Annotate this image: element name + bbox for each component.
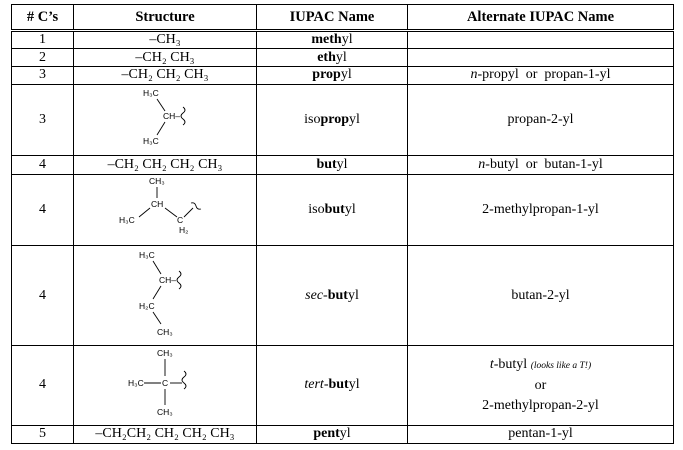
alt-or: or bbox=[534, 377, 547, 393]
struct-label: C bbox=[177, 215, 184, 226]
iupac-name bbox=[257, 174, 408, 245]
iupac-stem: but bbox=[328, 377, 349, 393]
struct-label: H₃C bbox=[143, 135, 159, 146]
iupac-name bbox=[257, 85, 408, 156]
alt-text: -butyl bbox=[493, 356, 528, 372]
alt-note: (looks like a T!) bbox=[530, 360, 592, 371]
carbon-count: 3 bbox=[12, 66, 74, 84]
iupac-stem: meth bbox=[311, 32, 342, 48]
iupac-suffix: yl bbox=[335, 49, 347, 65]
header-structure: Structure bbox=[74, 5, 257, 31]
iupac-stem: prop bbox=[312, 67, 341, 83]
iupac-suffix: yl bbox=[349, 112, 360, 128]
alt-line-3: 2-methylpropan-2-yl bbox=[482, 397, 599, 413]
struct-label: H₃C bbox=[128, 377, 144, 388]
structure-cell bbox=[74, 346, 257, 426]
table-row bbox=[12, 66, 674, 84]
alternate-name bbox=[408, 49, 674, 66]
alkyl-groups-table bbox=[11, 4, 674, 444]
struct-label: CH– bbox=[159, 275, 177, 286]
structure-cell: –CH₂ CH₂ CH₂ CH₃ bbox=[74, 156, 257, 174]
alt-text: -butyl or butan-1-yl bbox=[485, 157, 603, 173]
iupac-stem: eth bbox=[317, 49, 336, 65]
alt-text: -propyl or propan-1-yl bbox=[477, 67, 611, 83]
structure-cell: –CH₂ CH₃ bbox=[74, 49, 257, 66]
iupac-stem: but bbox=[324, 201, 345, 217]
iupac-suffix: yl bbox=[341, 32, 353, 48]
carbon-count: 4 bbox=[12, 174, 74, 245]
table-row bbox=[12, 346, 674, 426]
struct-label: C bbox=[162, 377, 169, 388]
struct-label: CH bbox=[151, 199, 164, 210]
table-row bbox=[12, 425, 674, 443]
struct-label: CH₃ bbox=[149, 176, 165, 187]
iupac-name bbox=[257, 49, 408, 66]
carbon-count: 2 bbox=[12, 49, 74, 66]
table-row bbox=[12, 31, 674, 49]
alternate-name: butan-2-yl bbox=[408, 246, 674, 346]
iupac-name bbox=[257, 425, 408, 443]
header-carbons: # C’s bbox=[12, 5, 74, 31]
wavy-bond-icon bbox=[181, 107, 185, 125]
struct-label: H₂C bbox=[139, 301, 155, 312]
alt-prefix: n bbox=[470, 67, 478, 83]
iupac-name bbox=[257, 246, 408, 346]
iupac-suffix: yl bbox=[347, 287, 359, 303]
structure-cell: –CH₃ bbox=[74, 31, 257, 49]
wavy-bond-icon bbox=[182, 371, 186, 389]
header-alternate: Alternate IUPAC Name bbox=[408, 5, 674, 31]
table-row bbox=[12, 174, 674, 245]
struct-label: CH₃ bbox=[157, 347, 173, 358]
carbon-count: 4 bbox=[12, 346, 74, 426]
iupac-suffix: yl bbox=[340, 67, 352, 83]
table-row bbox=[12, 246, 674, 346]
tert-butyl-structure bbox=[110, 347, 220, 419]
wavy-bond-icon bbox=[177, 271, 181, 289]
alt-prefix: t bbox=[489, 356, 494, 372]
struct-label: CH₃ bbox=[157, 327, 173, 338]
carbon-count: 1 bbox=[12, 31, 74, 49]
iupac-name bbox=[257, 31, 408, 49]
table-row bbox=[12, 85, 674, 156]
iupac-prefix: iso bbox=[308, 201, 325, 217]
alternate-name: pentan-1-yl bbox=[408, 425, 674, 443]
alt-line-1 bbox=[408, 355, 673, 376]
structure-cell: –CH₂CH₂ CH₂ CH₂ CH₃ bbox=[74, 425, 257, 443]
alternate-name: 2-methylpropan-1-yl bbox=[408, 174, 674, 245]
carbon-count: 5 bbox=[12, 425, 74, 443]
iupac-prefix: sec- bbox=[305, 287, 328, 303]
struct-label: H₃C bbox=[119, 215, 135, 226]
struct-label: CH₃ bbox=[157, 406, 173, 417]
structure-cell bbox=[74, 174, 257, 245]
isopropyl-structure bbox=[115, 86, 215, 150]
struct-label: H₂ bbox=[179, 225, 189, 236]
iupac-suffix: yl bbox=[344, 201, 356, 217]
iupac-name bbox=[257, 346, 408, 426]
table-row bbox=[12, 156, 674, 174]
carbon-count: 4 bbox=[12, 156, 74, 174]
iupac-prefix: tert- bbox=[304, 377, 329, 393]
struct-label: H₃C bbox=[139, 250, 155, 261]
alternate-name: propan-2-yl bbox=[408, 85, 674, 156]
iupac-stem: but bbox=[327, 287, 348, 303]
iupac-suffix: yl bbox=[339, 426, 351, 442]
struct-label: CH– bbox=[163, 110, 181, 121]
alt-prefix: n bbox=[478, 157, 486, 173]
header-iupac: IUPAC Name bbox=[257, 5, 408, 31]
carbon-count: 4 bbox=[12, 246, 74, 346]
header-row bbox=[12, 5, 674, 31]
iupac-suffix: yl bbox=[336, 157, 348, 173]
struct-label: H₃C bbox=[143, 87, 159, 98]
iupac-stem: prop bbox=[320, 112, 349, 128]
iupac-suffix: yl bbox=[348, 377, 360, 393]
structure-cell: –CH₂ CH₂ CH₃ bbox=[74, 66, 257, 84]
carbon-count: 3 bbox=[12, 85, 74, 156]
alternate-name bbox=[408, 346, 674, 426]
structure-cell bbox=[74, 85, 257, 156]
isobutyl-structure bbox=[105, 175, 225, 239]
iupac-stem: pent bbox=[313, 426, 340, 442]
iupac-name bbox=[257, 66, 408, 84]
alternate-name bbox=[408, 31, 674, 49]
alternate-name bbox=[408, 66, 674, 84]
structure-cell bbox=[74, 246, 257, 346]
alternate-name bbox=[408, 156, 674, 174]
sec-butyl-structure bbox=[115, 247, 215, 339]
iupac-prefix: iso bbox=[304, 112, 321, 128]
table-row bbox=[12, 49, 674, 66]
iupac-name bbox=[257, 156, 408, 174]
iupac-stem: but bbox=[316, 157, 337, 173]
